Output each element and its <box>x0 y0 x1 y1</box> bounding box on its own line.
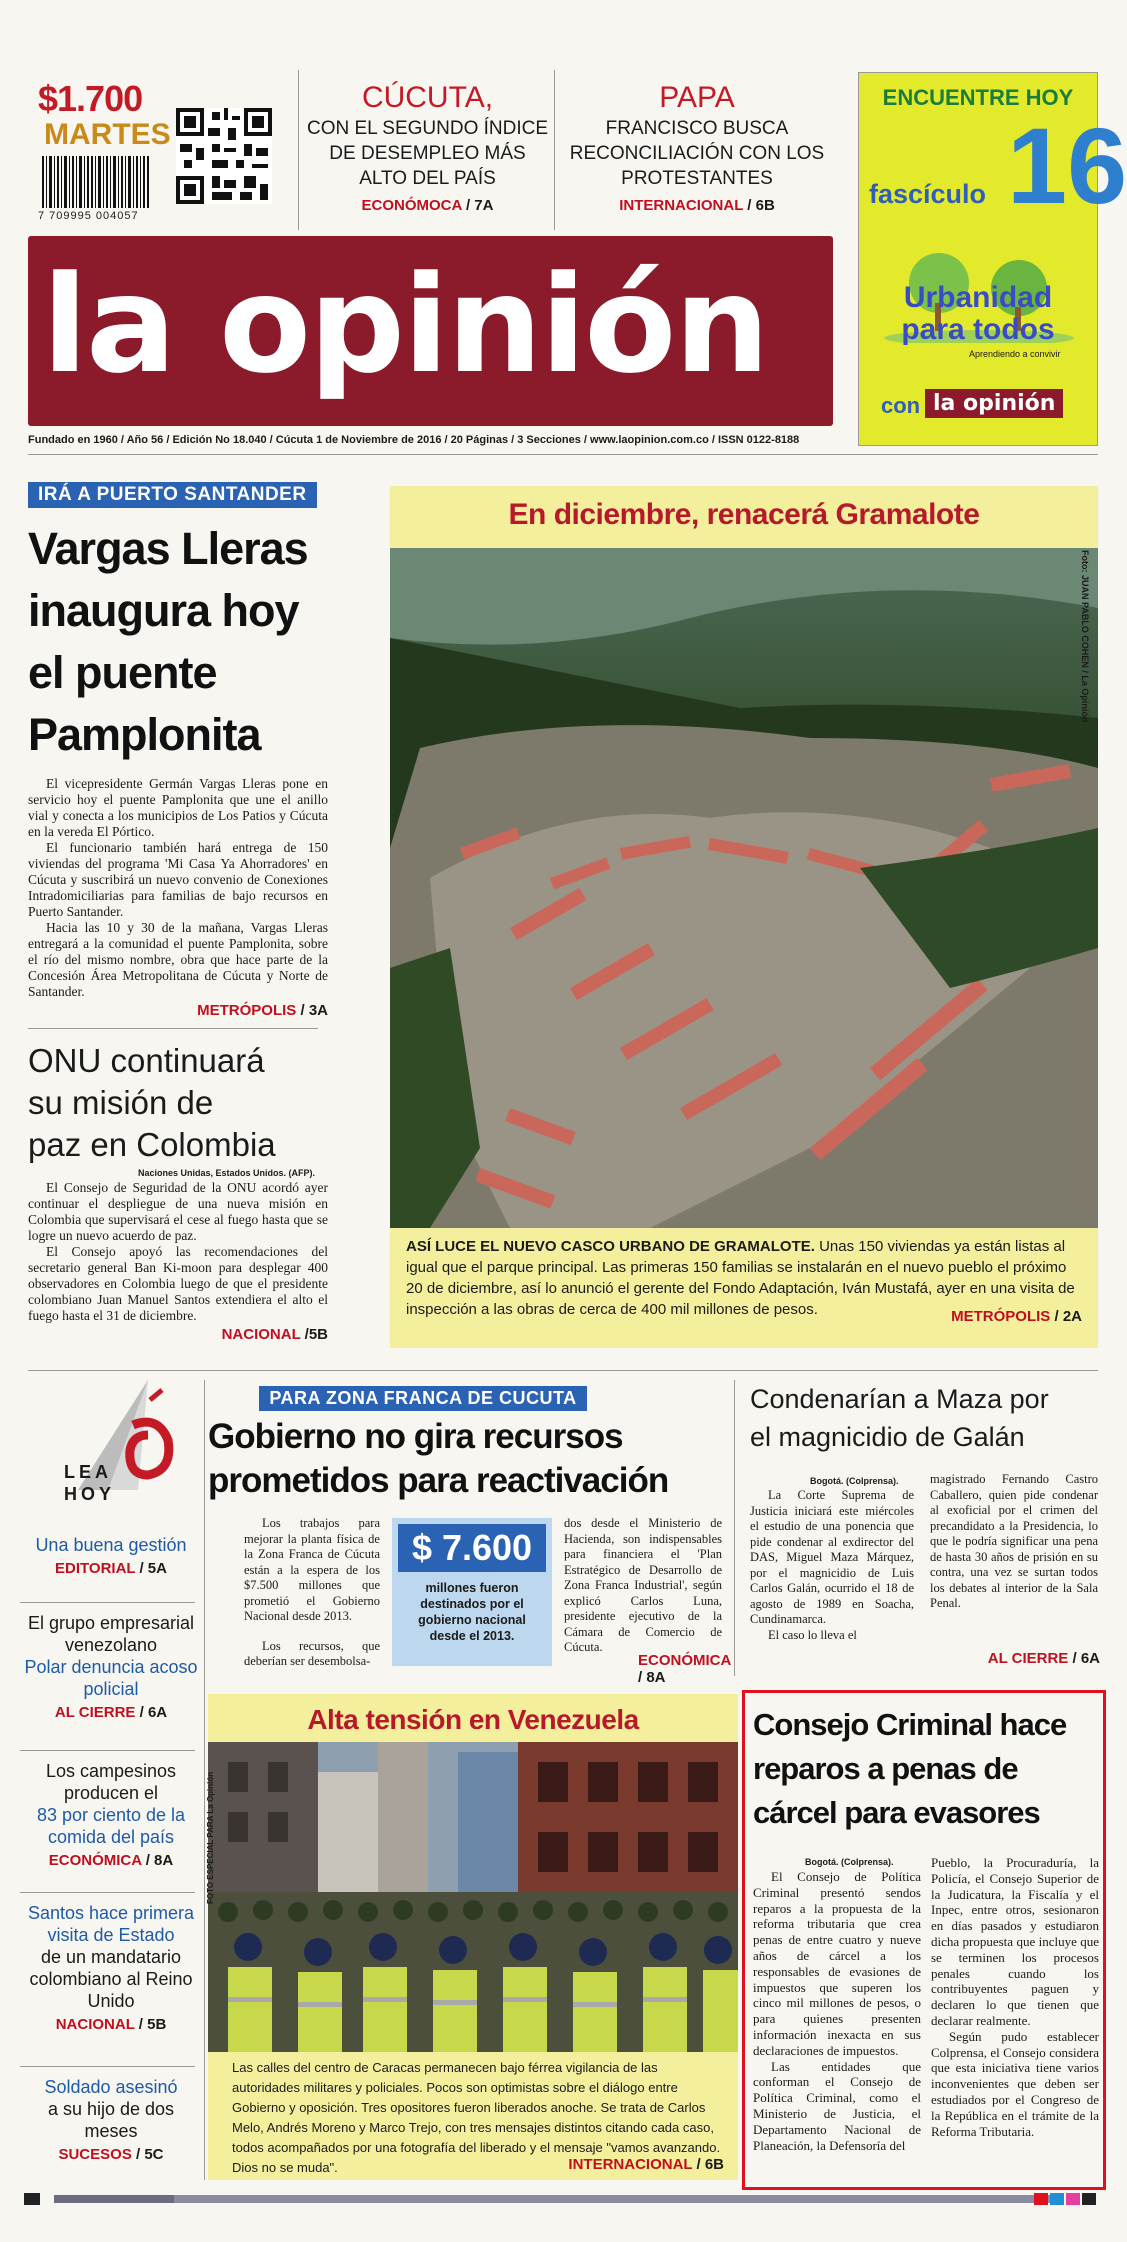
day: MARTES <box>44 118 171 151</box>
item-text: de un mandatario colombiano al Reino Unido <box>29 1947 193 2011</box>
story-page: / 3A <box>300 1002 328 1019</box>
headline-line: inaugura hoy <box>28 585 299 636</box>
venezuela-photo <box>208 1742 738 2052</box>
story-dateline: Bogotá. (Colprensa). <box>810 1476 899 1486</box>
item-page: / 5C <box>136 2146 164 2163</box>
teaser-page: / 7A <box>465 197 494 214</box>
story-headline <box>208 1415 728 1503</box>
promo-title1: Urbanidad <box>903 281 1053 314</box>
item-text-highlight: 83 por ciento de la comida del país <box>36 1805 186 1847</box>
story-section: ECONÓMICA <box>638 1652 731 1669</box>
figure-text: millones fueron destinados por el gobierno nacional desde el 2013. <box>418 1581 526 1643</box>
paragraph: El Consejo de Seguridad de la ONU acordó ayer continuar el despliegue de una nueva misión en Colombia que supervisará el cese al fuego hasta que se logre un nuevo acuerdo de paz. <box>28 1180 328 1243</box>
teaser-text: FRANCISCO BUSCA RECONCILIACIÓN CON LOS PROTESTANTES <box>569 118 825 189</box>
promo-box[interactable] <box>858 72 1127 446</box>
story-maza[interactable] <box>750 1380 1100 1676</box>
story-page: /5B <box>304 1326 328 1343</box>
photo-section: INTERNACIONAL <box>568 2156 693 2173</box>
paragraph: Pueblo, la Procuraduría, la Policía, el Consejo Superior de la Judicatura, la Fiscalía y el Inpec, entre otros, sesionaron en días pasados y estudiaron dicha propuesta que incluye que se terminen los procesos penales cuando los contribuyentes paguen y declaren lo que tienen que declarar realmente. <box>931 1855 1099 2028</box>
story-dateline: Bogotá. (Colprensa). <box>805 1857 894 1867</box>
masthead-logo: la opinión <box>42 247 768 403</box>
paragraph: Los recursos, que deberían ser desembolsa- <box>244 1638 380 1668</box>
story-col3: dos desde el Ministerio de Hacienda, son indispensables para financiera el 'Plan Estratégico de Desarrollo de Zona Franca Industrial', según explicó Carlos Luna, presidente ejecutivo de la Cámara de Comercio de Cúcuta. <box>564 1516 722 1654</box>
story-body <box>28 776 328 1000</box>
item-text-highlight: Santos hace primera visita de Estado <box>27 1903 195 1945</box>
promo-con: con <box>881 393 921 418</box>
item-text: a su hijo de dos meses <box>47 2099 175 2141</box>
paragraph: La Corte Suprema de Justicia iniciará este miércoles el estudio de una ponencia que pide condenar al exdirector del DAS, Miguel Maza Márquez, por el magnicidio de Luis Carlos Galán, ocurrido el 18 de agosto de 1989 en Soacha, Cundinamarca. <box>750 1488 914 1626</box>
teaser-title: CÚCUTA, <box>361 81 494 114</box>
item-page: / 8A <box>145 1852 174 1869</box>
photo-credit: FOTO ESPECIAL PARA La Opinión <box>206 1771 215 1904</box>
teaser-section: INTERNACIONAL <box>619 197 744 214</box>
teaser-title: PAPA <box>659 81 735 114</box>
story-kicker: PARA ZONA FRANCA DE CUCUTA <box>259 1386 586 1411</box>
item-section: NACIONAL <box>55 2016 135 2033</box>
paragraph: El funcionario también hará entrega de 150 viviendas del programa 'Mi Casa Ya Ahorradores' en Cúcuta y suscribirá un nuevo convenio de Conexiones Intradomiciliarias para familias de bajo recursos en Puerto Santander. <box>28 840 328 919</box>
lea-hoy-item[interactable] <box>20 1760 202 1869</box>
caption-lead: ASÍ LUCE EL NUEVO CASCO URBANO DE GRAMALOTE. <box>406 1238 815 1255</box>
photo-page: / 6B <box>696 2156 724 2173</box>
lea-hoy-item[interactable] <box>20 1902 202 2033</box>
teaser-text: CON EL SEGUNDO ÍNDICE DE DESEMPLEO MÁS ALTO DEL PAÍS <box>306 118 549 189</box>
photo-box-gramalote[interactable] <box>390 486 1098 1348</box>
item-page: / 5A <box>139 1560 167 1577</box>
item-section: SUCESOS <box>58 2146 132 2163</box>
item-page: / 5B <box>138 2016 167 2033</box>
gramalote-photo <box>390 548 1098 1228</box>
caption-text: Unas 150 viviendas ya están listas al igual que el parque principal. Las primeras 150 familias se instalarán en el nuevo pueblo el próximo 20 de diciembre, así lo anunció el gerente del Fondo Adaptación, Iván Mustafá, ayer en una visita de inspección a las obras de cerca de 400 mil millones de pesos. <box>406 1238 1075 1318</box>
photo-title: En diciembre, renacerá Gramalote <box>508 498 980 531</box>
hoy-label: HOY <box>64 1484 116 1504</box>
story-section: METRÓPOLIS <box>197 1002 297 1019</box>
photo-credit: Foto: JUAN PABLO COHEN / La Opinión <box>1080 550 1090 723</box>
lea-hoy-item[interactable] <box>20 1534 202 1577</box>
item-text: Una buena gestión <box>35 1535 187 1555</box>
item-text: El grupo empresarial venezolano <box>27 1613 195 1655</box>
headline-line: el puente <box>28 647 217 698</box>
story-headline <box>28 1040 328 1166</box>
header <box>0 0 1127 450</box>
item-text: Los campesinos producen el <box>45 1761 177 1803</box>
promo-subtitle: Aprendiendo a convivir <box>969 349 1061 359</box>
photo-box-venezuela[interactable] <box>208 1694 738 2180</box>
story-col2: magistrado Fernando Castro Caballero, quien pide condenar al exoficial por el crimen del precandidato a la Presidencia, lo que le podría significar una pena de hasta 30 años de prisión en su contra, una vez se surtan todos los debates al interior de la Sala Penal. <box>930 1472 1098 1610</box>
story-dateline: Naciones Unidas, Estados Unidos. (AFP). <box>138 1168 316 1178</box>
story-consejo-criminal[interactable] <box>742 1690 1106 2190</box>
teaser-page: / 6B <box>747 197 775 214</box>
paragraph: Hacia las 10 y 30 de la mañana, Vargas Lleras entregará a la comunidad el puente Pamplonita, sobre el río del mismo nombre, obra que hace parte de la Concesión Área Metropolitana de Cúcuta y Norte de Santander. <box>28 920 328 999</box>
figure-value: $ 7.600 <box>398 1524 546 1572</box>
figure-box <box>392 1518 552 1666</box>
promo-brand: la opinión <box>925 389 1063 418</box>
story-section: NACIONAL <box>221 1326 301 1343</box>
headline-line: reparos a penas de <box>753 1751 1018 1786</box>
promo-title2: para todos <box>901 313 1055 346</box>
paragraph: El Consejo apoyó las recomendaciones del secretario general Ban Ki-moon para desplegar 400 observadores en Colombia luego de que el presidente colombiano Juan Manuel Santos extendiera el alto el fuego hasta el 31 de diciembre. <box>28 1244 328 1323</box>
headline-line: su misión de <box>28 1084 214 1121</box>
item-section: EDITORIAL <box>55 1560 136 1577</box>
price: $1.700 <box>38 78 143 119</box>
headline-line: el magnicidio de Galán <box>750 1422 1025 1452</box>
teaser-papa[interactable] <box>562 82 832 214</box>
story-col1 <box>750 1488 914 1643</box>
barcode-number: 7 709995 004057 <box>38 210 139 222</box>
photo-caption: Las calles del centro de Caracas permanecen bajo férrea vigilancia de las autoridades militares y policiales. Pocos son optimistas sobre el diálogo entre Gobierno y oposición. Tres opositores fueron liberados anoche. Se trata de Carlos Melo, Andrés Moreno y Marco Trejo, con tres mensajes distintos citando cada caso, todos acompañados por una fotografía del liberado y el mensaje "vamos avanzando. Dios no se muda". <box>232 2060 721 2175</box>
photo-section: METRÓPOLIS <box>951 1308 1051 1325</box>
barcode <box>40 156 150 208</box>
lea-hoy-item[interactable] <box>20 2076 202 2163</box>
story-page: / 8A <box>638 1669 666 1686</box>
story-zona-franca[interactable] <box>208 1386 731 1686</box>
photo-page: / 2A <box>1054 1308 1082 1325</box>
headline-line: Consejo Criminal hace <box>753 1707 1067 1742</box>
teaser-cucuta[interactable] <box>305 82 550 214</box>
folio-line: Fundado en 1960 / Año 56 / Edición No 18.040 / Cúcuta 1 de Noviembre de 2016 / 20 Páginas / 3 Secciones / www.laopinion.com.co / ISSN 0122-8188 <box>28 434 800 446</box>
promo-fasciculo: fascículo <box>869 179 987 209</box>
paragraph: El vicepresidente Germán Vargas Lleras pone en servicio hoy el puente Pamplonita que une el anillo vial y conecta a los municipios de Los Patios y Cúcuta en la vereda El Pórtico. <box>28 776 328 839</box>
story-headline <box>750 1380 1100 1456</box>
qr-code-icon <box>176 108 272 204</box>
item-section: ECONÓMICA <box>48 1852 142 1869</box>
item-page: / 6A <box>139 1704 168 1721</box>
teaser-section: ECONÓMOCA <box>361 197 462 214</box>
story-kicker: IRÁ A PUERTO SANTANDER <box>28 482 317 508</box>
headline-line: prometidos para reactivación <box>208 1461 669 1500</box>
headline-line: cárcel para evasores <box>753 1795 1040 1830</box>
headline-line: ONU continuará <box>28 1042 265 1079</box>
item-text-highlight: Soldado asesinó <box>44 2077 178 2097</box>
paragraph: Según pudo establecer Colprensa, el Consejo considera que esta iniciativa tiene varios inconvenientes que deben ser estudiados por el Congreso de la República en el trámite de la Reforma Tributaria. <box>931 2028 1099 2139</box>
lea-hoy-item[interactable] <box>20 1612 202 1721</box>
headline-line: paz en Colombia <box>28 1126 276 1163</box>
lea-label: LEA <box>64 1462 112 1482</box>
paragraph: Las entidades que conforman el Consejo de Política Criminal, como el Ministerio de Justicia, el Departamento Nacional de Planeación, la Defensoría del <box>753 2058 921 2153</box>
lea-hoy-column <box>20 1380 202 2200</box>
story-onu[interactable] <box>28 1040 328 1343</box>
story-col1 <box>244 1516 380 1670</box>
print-color-bar <box>24 2192 1104 2204</box>
photo-title: Alta tensión en Venezuela <box>307 1704 639 1735</box>
lea-hoy-logo-icon <box>38 1380 188 1500</box>
story-headline <box>753 1703 1066 1835</box>
paragraph: El Consejo de Política Criminal presentó sendos reparos a la propuesta de la reforma tributaria que crea penas de entre cuatro y nueve años de cárcel a los responsables de evasiones de impuestos que superen los cinco mil millones de pesos, o para quienes presenten información inexacta en sus declaraciones de impuestos. <box>753 1869 921 2058</box>
headline-line: Gobierno no gira recursos <box>208 1417 623 1456</box>
headline-line: Pamplonita <box>28 709 261 760</box>
story-body <box>28 1180 328 1324</box>
promo-number: 16 <box>1007 105 1127 226</box>
masthead[interactable] <box>28 236 833 426</box>
story-page: / 6A <box>1072 1650 1100 1667</box>
paragraph: Los trabajos para mejorar la planta física de la Zona Franca de Cúcuta están a la espera de los $7.500 millones que prometió el Gobierno Nacional desde 2013. <box>244 1516 380 1623</box>
item-section: AL CIERRE <box>54 1704 136 1721</box>
story-col2 <box>931 1855 1099 2139</box>
story-col1 <box>753 1869 921 2153</box>
headline-line: Condenarían a Maza por <box>750 1384 1049 1414</box>
headline-line: Vargas Lleras <box>28 523 308 574</box>
paragraph: El caso lo lleva el <box>768 1627 857 1642</box>
story-vargas-lleras[interactable] <box>28 482 328 1019</box>
story-headline <box>28 518 328 766</box>
item-text-highlight: Polar denuncia acoso policial <box>24 1657 198 1699</box>
promo-line1: ENCUENTRE HOY <box>882 85 1074 110</box>
story-section: AL CIERRE <box>987 1650 1069 1667</box>
